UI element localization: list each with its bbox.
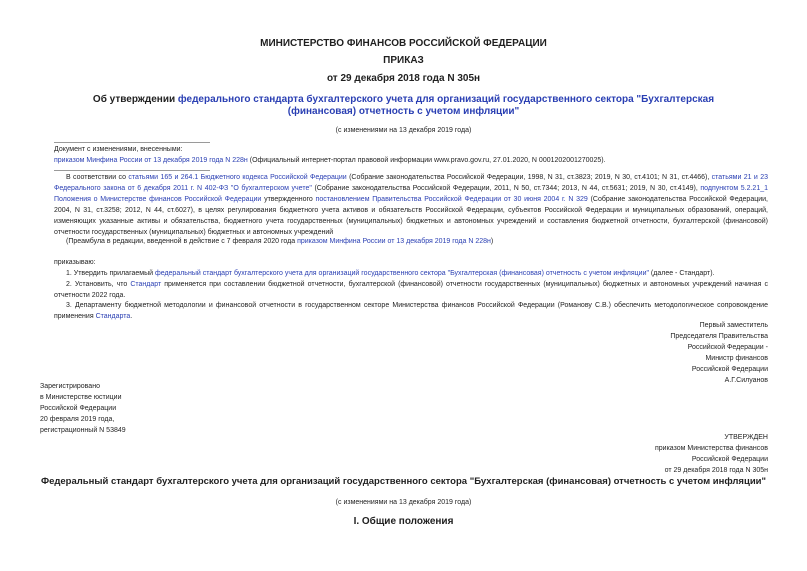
registration-line: Российской Федерации — [40, 405, 117, 412]
signature-block — [500, 320, 768, 386]
subject-link[interactable]: федерального стандарта бухгалтерского учета для организаций государственного сектора "Бухгалтерская (финансовая) отчетность с учетом инфляции" — [177, 94, 715, 117]
standard-title: Федеральный стандарт бухгалтерского учета для организаций государственного сектора "Бухгалтерская (финансовая) отчетность с учетом инфляции" — [40, 476, 767, 487]
order-lead: приказываю: — [54, 259, 96, 266]
signature-line: Российской Федерации — [691, 366, 768, 373]
preamble-text: (Собрание законодательства Российской Федерации, 1998, N 31, ст.3823; 2019, N 30, ст.4101; N 31, ст.4466), — [346, 174, 712, 181]
signature-line: Председателя Правительства — [670, 333, 768, 340]
order-item-3 — [54, 300, 768, 322]
change-order-link[interactable]: приказом Минфина России от 13 декабря 2019 года N 228н — [54, 157, 248, 164]
change-box-line — [54, 155, 774, 166]
subject-prefix: Об утверждении — [92, 94, 178, 105]
standard-link[interactable]: Стандарт — [130, 281, 162, 288]
budget-code-link[interactable]: статьями 165 и 264.1 Бюджетного кодекса Российской Федерации — [128, 174, 347, 181]
approved-line: приказом Министерства финансов — [654, 445, 768, 452]
signature-line: Первый заместитель — [699, 322, 768, 329]
accounting-law-link[interactable]: статьями 21 и 23 Федерального закона от 6 декабря 2011 г. N 402-ФЗ "О бухгалтерском учете" — [54, 174, 768, 192]
registration-line: Зарегистрировано — [40, 383, 100, 390]
section-heading: I. Общие положения — [353, 516, 454, 527]
order-item-text: (далее - Стандарт). — [648, 270, 715, 277]
approved-line: от 29 декабря 2018 года N 305н — [664, 467, 768, 474]
ministry-regulation-link[interactable]: подпунктом 5.2.21_1 Положения о Министерстве финансов Российской Федерации — [54, 185, 768, 203]
government-resolution-link[interactable]: постановлением Правительства Российской Федерации от 30 июня 2004 г. N 329 — [315, 196, 588, 203]
preamble-text: утвержденного — [261, 196, 316, 203]
approved-line: УТВЕРЖДЕН — [724, 434, 768, 441]
signature-line: Министр финансов — [705, 355, 768, 362]
ministry-heading: МИНИСТЕРСТВО ФИНАНСОВ РОССИЙСКОЙ ФЕДЕРАЦИИ — [260, 38, 547, 49]
order-item-text: применяется при составлении бюджетной отчетности, бухгалтерской (финансовой) отчетности государственных (муниципальных) бюджетных и автономных учреждений начиная с отчетности 2022 года. — [54, 281, 769, 299]
registration-line: 20 февраля 2019 года, — [40, 416, 115, 423]
preamble-note — [66, 236, 766, 247]
doc-subject — [70, 94, 737, 118]
preamble-note-link[interactable]: приказом Минфина России от 13 декабря 2019 года N 228н — [297, 238, 491, 245]
change-order-source: (Официальный интернет-портал правовой информации www.pravo.gov.ru, 27.01.2020, N 0001202001270025). — [247, 157, 606, 164]
preamble-note-text: (Преамбула в редакции, введенной в действие с 7 февраля 2020 года — [66, 238, 298, 245]
approved-line: Российской Федерации — [691, 456, 768, 463]
standard-amendment-note: (с изменениями на 13 декабря 2019 года) — [335, 499, 472, 506]
order-item-text: 2. Установить, что — [66, 281, 131, 288]
registration-block — [40, 381, 300, 436]
approved-block — [500, 432, 768, 476]
order-item-1 — [66, 268, 766, 279]
signature-line: Российской Федерации - — [687, 344, 768, 351]
preamble-text: В соответствии со — [66, 174, 129, 181]
divider — [54, 170, 210, 171]
order-item-text: 1. Утвердить прилагаемый — [66, 270, 155, 277]
order-item-text: 3. Департаменту бюджетной методологии и финансовой отчетности в государственном секторе Министерства финансов Российской Федерации (Романову С.В.) обеспечить методологическое сопровождение применения — [54, 302, 768, 320]
preamble-paragraph — [54, 172, 768, 238]
preamble-text: (Собрание законодательства Российской Федерации, 2004, N 31, ст.3258; 2012, N 44, ст.6027), в целях регулирования бюджетного учета активов и обязательств Российской Федерации, субъектов Российской Федерации и муниципальных образований, операций, изменяющих указанные активы и обязательства, бюджетного учета государственных (муниципальных) бюджетных и автономных учреждений и составления бюджетной отчетности, бухгалтерской (финансовой) отчетности государственных (муниципальных) бюджетных и автономных учреждений — [54, 196, 768, 236]
order-item-2 — [54, 279, 768, 301]
preamble-text: (Собрание законодательства Российской Федерации, 2011, N 50, ст.7344; 2013, N 44, ст.5631; 2019, N 30, ст.4149), — [311, 185, 701, 192]
doc-type-heading: ПРИКАЗ — [383, 55, 424, 66]
registration-line: регистрационный N 53849 — [40, 427, 126, 434]
preamble-note-text: ) — [490, 238, 494, 245]
standard-link[interactable]: Стандарта — [95, 313, 131, 320]
signature-name: А.Г.Силуанов — [724, 377, 768, 384]
doc-date-number: от 29 декабря 2018 года N 305н — [326, 73, 481, 84]
amendment-note: (с изменениями на 13 декабря 2019 года) — [335, 127, 472, 134]
registration-line: в Министерстве юстиции — [40, 394, 122, 401]
change-box-label: Документ с изменениями, внесенными: — [54, 146, 183, 153]
order-item-text: . — [130, 313, 133, 320]
divider — [54, 142, 210, 143]
standard-link[interactable]: федеральный стандарт бухгалтерского учета для организаций государственного сектора "Бухгалтерская (финансовая) отчетность с учетом инфляции" — [154, 270, 649, 277]
